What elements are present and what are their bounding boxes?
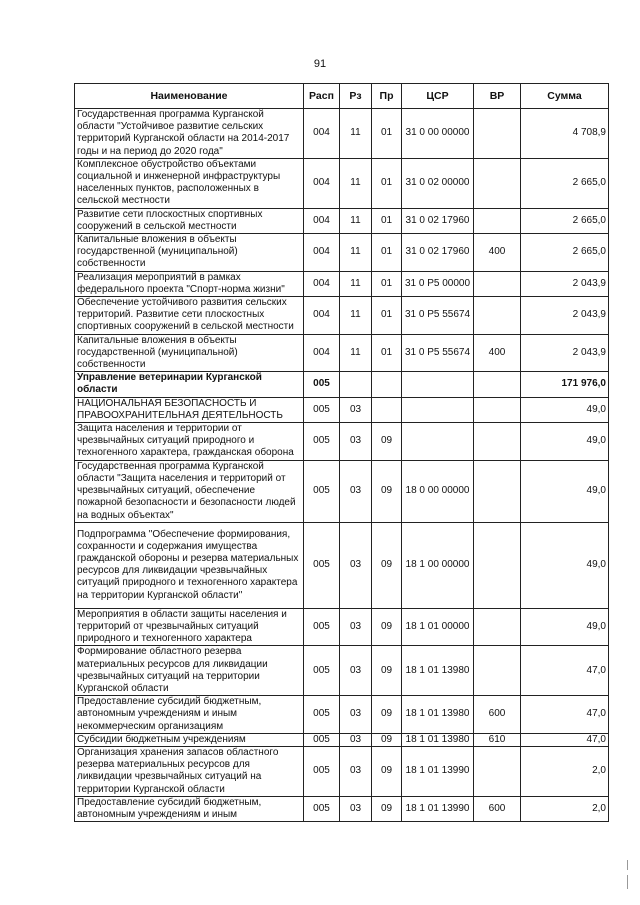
header-vr: ВР <box>474 84 521 109</box>
cell-rz: 11 <box>340 158 372 208</box>
table-row <box>75 334 609 372</box>
cell-pr: 01 <box>372 234 402 272</box>
cell-name: Государственная программа Курганской области "Защита населения и территорий от чрезвычайных ситуаций, обеспечение пожарной безопасности и безопасности людей на водных объектах" <box>75 460 304 522</box>
cell-vr: 600 <box>474 696 521 734</box>
cell-rz: 11 <box>340 109 372 159</box>
cell-rz: 11 <box>340 208 372 233</box>
cell-name: Обеспечение устойчивого развития сельских территорий. Развитие сети плоскостных спортивных сооружений в сельской местности <box>75 297 304 335</box>
cell-sum: 49,0 <box>521 460 609 522</box>
table-row <box>75 796 609 821</box>
header-sum: Сумма <box>521 84 609 109</box>
cell-sum: 2 043,9 <box>521 297 609 335</box>
cell-rasp: 005 <box>304 397 340 422</box>
cell-name: Субсидии бюджетным учреждениям <box>75 733 304 746</box>
cell-vr: 400 <box>474 334 521 372</box>
cell-sum: 47,0 <box>521 733 609 746</box>
cell-csr <box>402 423 474 461</box>
cell-rz: 03 <box>340 733 372 746</box>
cell-rasp: 004 <box>304 297 340 335</box>
cell-vr <box>474 423 521 461</box>
table-row <box>75 372 609 397</box>
cell-sum: 2 665,0 <box>521 234 609 272</box>
cell-vr <box>474 746 521 796</box>
header-rasp: Расп <box>304 84 340 109</box>
cell-sum: 49,0 <box>521 522 609 608</box>
cell-csr: 31 0 02 00000 <box>402 158 474 208</box>
table-row <box>75 158 609 208</box>
cell-sum: 4 708,9 <box>521 109 609 159</box>
table-row <box>75 271 609 296</box>
cell-csr: 18 1 01 13980 <box>402 733 474 746</box>
cell-csr: 31 0 P5 55674 <box>402 297 474 335</box>
cell-csr: 31 0 00 00000 <box>402 109 474 159</box>
cell-name: Предоставление субсидий бюджетным, автономным учреждениям и иным некоммерческим организациям <box>75 696 304 734</box>
cell-rasp: 005 <box>304 646 340 696</box>
header-rz: Рз <box>340 84 372 109</box>
cell-vr <box>474 208 521 233</box>
cell-sum: 2 043,9 <box>521 334 609 372</box>
cell-vr <box>474 158 521 208</box>
cell-sum: 49,0 <box>521 608 609 646</box>
cell-sum: 47,0 <box>521 646 609 696</box>
cell-csr: 18 0 00 00000 <box>402 460 474 522</box>
cell-pr: 01 <box>372 271 402 296</box>
table-header-row <box>75 84 609 109</box>
cell-name: Защита населения и территории от чрезвычайных ситуаций природного и техногенного характера, гражданская оборона <box>75 423 304 461</box>
table-row <box>75 460 609 522</box>
cell-csr: 18 1 00 00000 <box>402 522 474 608</box>
cell-csr: 18 1 01 00000 <box>402 608 474 646</box>
cell-csr: 18 1 01 13990 <box>402 796 474 821</box>
cell-csr: 31 0 02 17960 <box>402 234 474 272</box>
cell-name: Подпрограмма "Обеспечение формирования, сохранности и содержания имущества гражданской обороны и резерва материальных ресурсов для ликвидации чрезвычайных ситуаций природного и техногенного характера на территории Курганской области" <box>75 522 304 608</box>
cell-sum: 171 976,0 <box>521 372 609 397</box>
cell-name: Комплексное обустройство объектами социальной и инженерной инфраструктуры населенных пунктов, расположенных в сельской местности <box>75 158 304 208</box>
cell-sum: 2 665,0 <box>521 208 609 233</box>
cell-pr <box>372 372 402 397</box>
cell-vr <box>474 608 521 646</box>
cell-rasp: 004 <box>304 234 340 272</box>
cell-vr: 610 <box>474 733 521 746</box>
cell-name: НАЦИОНАЛЬНАЯ БЕЗОПАСНОСТЬ И ПРАВООХРАНИТЕЛЬНАЯ ДЕЯТЕЛЬНОСТЬ <box>75 397 304 422</box>
cell-rz: 11 <box>340 271 372 296</box>
table-row <box>75 297 609 335</box>
cell-rasp: 005 <box>304 372 340 397</box>
cell-rz: 11 <box>340 297 372 335</box>
cell-vr <box>474 372 521 397</box>
table-row <box>75 397 609 422</box>
cell-rasp: 005 <box>304 733 340 746</box>
table-row <box>75 696 609 734</box>
cell-csr: 31 0 P5 00000 <box>402 271 474 296</box>
cell-name: Реализация мероприятий в рамках федерального проекта "Спорт-норма жизни" <box>75 271 304 296</box>
cell-rz: 11 <box>340 234 372 272</box>
cell-rz: 03 <box>340 646 372 696</box>
cell-csr: 31 0 P5 55674 <box>402 334 474 372</box>
table-row <box>75 733 609 746</box>
cell-name: Капитальные вложения в объекты государственной (муниципальной) собственности <box>75 234 304 272</box>
cell-pr: 09 <box>372 796 402 821</box>
cell-name: Формирование областного резерва материальных ресурсов для ликвидации чрезвычайных ситуаций на территории Курганской области <box>75 646 304 696</box>
table-row <box>75 746 609 796</box>
cell-rasp: 005 <box>304 696 340 734</box>
cell-pr: 01 <box>372 158 402 208</box>
cell-rasp: 005 <box>304 423 340 461</box>
cell-pr <box>372 397 402 422</box>
cell-pr: 09 <box>372 746 402 796</box>
cell-name: Государственная программа Курганской области "Устойчивое развитие сельских территорий Курганской области на 2014-2017 годы и на период до 2020 года" <box>75 109 304 159</box>
cell-sum: 2 043,9 <box>521 271 609 296</box>
cell-sum: 49,0 <box>521 423 609 461</box>
cell-sum: 2,0 <box>521 796 609 821</box>
table-row <box>75 423 609 461</box>
cell-name: Организация хранения запасов областного резерва материальных ресурсов для ликвидации чрезвычайных ситуаций на территории Курганской области <box>75 746 304 796</box>
cell-csr: 31 0 02 17960 <box>402 208 474 233</box>
cell-rz: 03 <box>340 746 372 796</box>
budget-table <box>74 83 609 822</box>
cell-vr: 600 <box>474 796 521 821</box>
cell-rz: 03 <box>340 522 372 608</box>
cell-rasp: 004 <box>304 109 340 159</box>
cell-pr: 09 <box>372 608 402 646</box>
header-csr: ЦСР <box>402 84 474 109</box>
table-row <box>75 522 609 608</box>
cell-sum: 2 665,0 <box>521 158 609 208</box>
cell-vr <box>474 397 521 422</box>
cell-rasp: 004 <box>304 158 340 208</box>
scan-edge-mark <box>627 875 628 889</box>
table-row <box>75 608 609 646</box>
cell-pr: 09 <box>372 733 402 746</box>
cell-rz: 03 <box>340 796 372 821</box>
cell-rasp: 005 <box>304 460 340 522</box>
cell-csr: 18 1 01 13990 <box>402 746 474 796</box>
cell-csr <box>402 397 474 422</box>
cell-rasp: 005 <box>304 608 340 646</box>
cell-name: Капитальные вложения в объекты государственной (муниципальной) собственности <box>75 334 304 372</box>
cell-rasp: 005 <box>304 796 340 821</box>
cell-rasp: 005 <box>304 522 340 608</box>
cell-rasp: 004 <box>304 271 340 296</box>
cell-pr: 01 <box>372 334 402 372</box>
cell-pr: 09 <box>372 646 402 696</box>
page-number: 91 <box>313 58 327 70</box>
cell-vr <box>474 109 521 159</box>
cell-pr: 01 <box>372 208 402 233</box>
cell-sum: 49,0 <box>521 397 609 422</box>
header-pr: Пр <box>372 84 402 109</box>
cell-vr <box>474 460 521 522</box>
cell-rasp: 004 <box>304 334 340 372</box>
cell-pr: 09 <box>372 696 402 734</box>
cell-sum: 2,0 <box>521 746 609 796</box>
cell-pr: 01 <box>372 297 402 335</box>
cell-rz: 11 <box>340 334 372 372</box>
cell-name: Предоставление субсидий бюджетным, автономным учреждениям и иным <box>75 796 304 821</box>
cell-rz: 03 <box>340 608 372 646</box>
cell-rz: 03 <box>340 397 372 422</box>
table-row <box>75 109 609 159</box>
cell-csr: 18 1 01 13980 <box>402 646 474 696</box>
cell-pr: 01 <box>372 109 402 159</box>
table-row <box>75 234 609 272</box>
cell-rz: 03 <box>340 460 372 522</box>
cell-rz: 03 <box>340 423 372 461</box>
cell-vr: 400 <box>474 234 521 272</box>
cell-csr <box>402 372 474 397</box>
table-row <box>75 646 609 696</box>
cell-name: Мероприятия в области защиты населения и территорий от чрезвычайных ситуаций природного и техногенного характера <box>75 608 304 646</box>
cell-rasp: 005 <box>304 746 340 796</box>
table-body <box>75 109 609 822</box>
cell-rasp: 004 <box>304 208 340 233</box>
cell-vr <box>474 522 521 608</box>
cell-name: Управление ветеринарии Курганской области <box>75 372 304 397</box>
cell-pr: 09 <box>372 460 402 522</box>
cell-csr: 18 1 01 13980 <box>402 696 474 734</box>
cell-vr <box>474 297 521 335</box>
cell-vr <box>474 646 521 696</box>
cell-pr: 09 <box>372 522 402 608</box>
cell-rz: 03 <box>340 696 372 734</box>
header-name: Наименование <box>75 84 304 109</box>
cell-pr: 09 <box>372 423 402 461</box>
cell-name: Развитие сети плоскостных спортивных сооружений в сельской местности <box>75 208 304 233</box>
cell-sum: 47,0 <box>521 696 609 734</box>
cell-rz <box>340 372 372 397</box>
scan-edge-mark <box>627 860 628 870</box>
cell-vr <box>474 271 521 296</box>
table-row <box>75 208 609 233</box>
